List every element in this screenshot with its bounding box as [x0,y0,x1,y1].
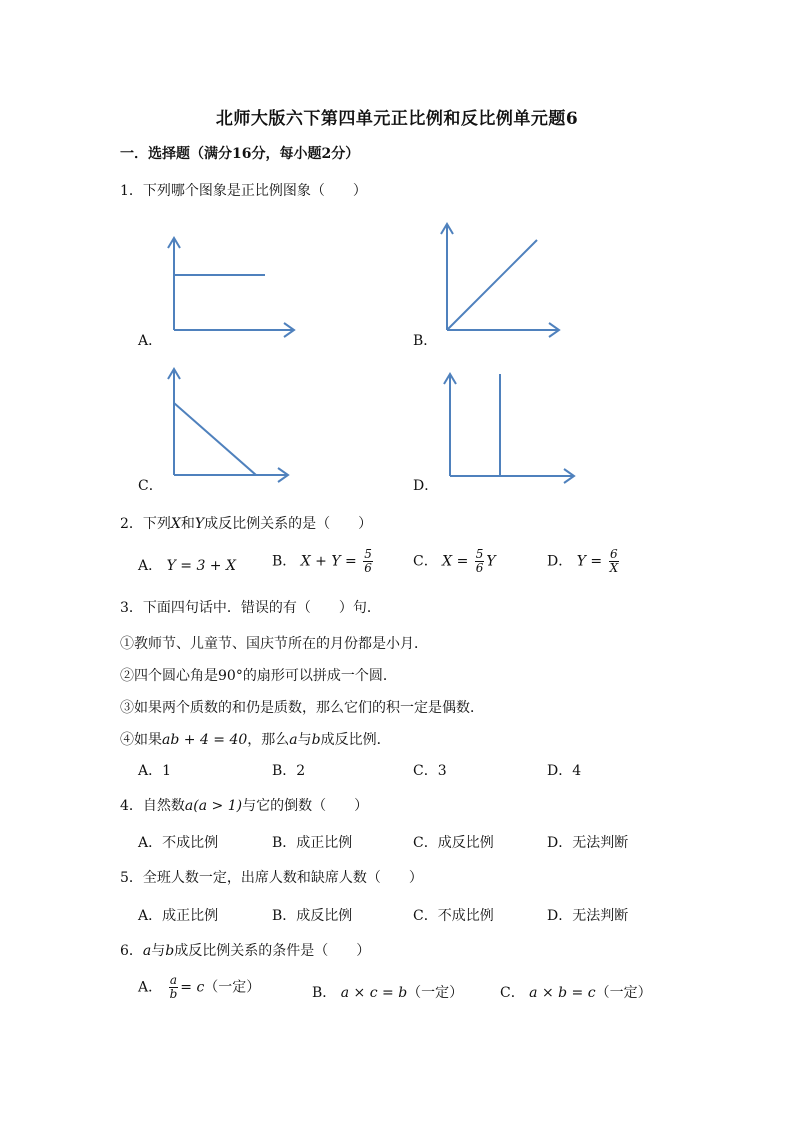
q6-b-expr: a × c = b [340,985,408,1001]
graph-d [438,370,578,482]
q6-option-c [500,982,652,1002]
q5-option-a: A．成正比例 [138,908,219,924]
q6-b-note: （一定） [407,985,464,1001]
q4-option-c: C．成反比例 [413,835,494,851]
q6-b-label: B． [312,985,337,1001]
q2-c-tail: Y [486,553,496,570]
graph-c [160,365,300,481]
q2-stem-prefix: 2．下列 [120,516,171,532]
q2-d-den: X [609,561,619,575]
q3-option-a: A．1 [138,763,172,779]
q3-statement-1: ①教师节、儿童节、国庆节所在的月份都是小月． [120,636,428,652]
q2-d-label: D． [547,553,573,570]
q2-a-label: A． [138,558,163,574]
q3-statement-3: ③如果两个质数的和仍是质数，那么它们的积一定是偶数． [120,700,484,716]
q2-c-label: C． [413,553,438,570]
q6-c-expr: a × b = c [529,985,596,1001]
q3-s4-prefix: ④如果 [120,732,162,748]
q2-option-a [138,555,236,575]
graph-c-label: C． [138,478,163,494]
q2-c-den: 6 [475,561,484,575]
q4-stem-suffix: 与它的倒数（ ） [242,798,369,814]
q3-option-c: C．3 [413,763,447,779]
q6-option-b [312,982,463,1002]
q5-option-b: B．成反比例 [272,908,353,924]
q2-b-den: 6 [364,561,372,575]
q6-a-tail: = c [180,979,205,996]
q4-option-a: A．不成比例 [138,835,219,851]
q2-c-fraction [475,548,485,575]
q2-b-fraction [363,548,373,575]
q2-option-b [272,548,375,575]
q5-option-c: C．不成比例 [413,908,494,924]
q2-var-x: X [170,516,181,532]
page-title: 北师大版六下第四单元正比例和反比例单元题6 [215,109,579,129]
q6-a-den: b [169,987,178,1001]
q6-stem-and: 与 [151,943,166,959]
q2-d-num: 6 [610,547,618,561]
q3-s4-and: 与 [297,732,312,748]
q2-stem-suffix: 成反比例关系的是（ ） [204,516,373,532]
q3-s4-b: b [311,732,321,748]
q2-stem-mid: 和 [180,516,195,532]
q6-stem-suffix: 成反比例关系的条件是（ ） [174,943,371,959]
q2-option-c [413,548,496,575]
graph-d-label: D． [413,478,439,494]
q2-option-d [547,548,621,575]
q3-s4-a: a [289,732,298,748]
q2-d-expr: Y = [576,553,603,570]
q3-s4-mid: ，那么 [247,732,290,748]
q2-c-expr: X = [442,553,469,570]
q2-c-num: 5 [475,547,484,561]
q3-s4-suffix: 成反比例． [320,732,391,748]
graph-a-label: A． [138,333,163,349]
q3-s4-expr: ab + 4 = 40 [162,732,248,748]
q6-stem-a: a [142,943,152,959]
q4-option-b: B．成正比例 [272,835,353,851]
section-heading: 一．选择题（满分16分，每小题2分） [120,146,360,162]
q2-b-num: 5 [364,547,372,561]
question-5-stem: 5．全班人数一定，出席人数和缺席人数（ ） [120,870,423,886]
q6-c-note: （一定） [595,985,652,1001]
q6-a-fraction [169,974,179,1001]
q4-option-d: D．无法判断 [547,835,629,851]
q4-stem-expr: a(a > 1) [184,798,243,814]
graph-a [160,232,300,336]
q6-c-label: C． [500,985,525,1001]
q2-d-fraction [609,548,620,575]
graph-b-label: B． [413,333,438,349]
q6-a-label: A． [138,979,163,996]
q3-option-d: D．4 [547,763,582,779]
q3-statement-2: ②四个圆心角是90°的扇形可以拼成一个圆． [120,668,397,684]
q2-var-y: Y [194,516,205,532]
q6-stem-b: b [165,943,175,959]
q6-stem-prefix: 6． [120,943,143,959]
q2-b-expr: X + Y = [300,553,357,570]
question-4-stem [120,795,368,815]
q2-a-expr: Y = 3 + X [166,558,236,574]
q2-b-label: B． [272,553,297,570]
question-6-stem [120,940,370,960]
q6-option-a [138,974,260,1001]
question-1-stem: 1．下列哪个图象是正比例图象（ ） [120,183,367,199]
q6-a-num: a [169,973,177,987]
q6-a-note: （一定） [204,979,261,996]
question-3-stem: 3．下面四句话中．错误的有（ ）句． [120,600,381,616]
q4-stem-prefix: 4．自然数 [120,798,185,814]
question-2-stem [120,513,372,533]
q5-option-d: D．无法判断 [547,908,629,924]
graph-b [435,220,565,334]
q3-statement-4 [120,729,391,749]
q3-option-b: B．2 [272,763,306,779]
